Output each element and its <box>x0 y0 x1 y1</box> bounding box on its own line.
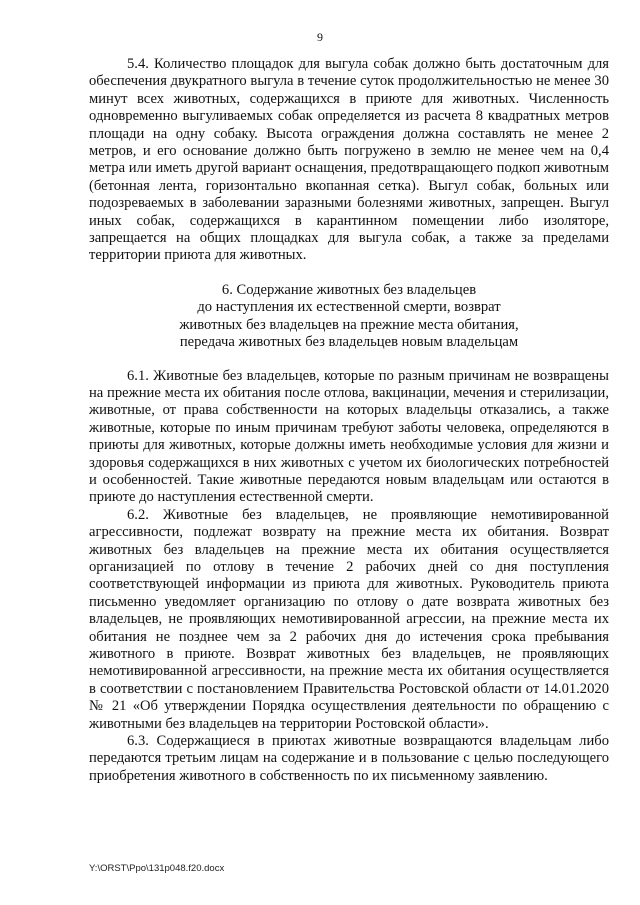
paragraph-6-1: 6.1. Животные без владельцев, которые по разным причинам не возвращены на прежние места их обитания после отлова, вакцинации, мечения и стерилизации, животные, от права собственности на которых владельцы отказались, а также животные, которые по иным причинам требуют заботы человека, определяются в приюты для животных, которые должны иметь необходимые условия для жизни и здоровья содержащихся в них животных с учетом их биологических потребностей и особенностей. Такие животные передаются новым владельцам или остаются в приюте до наступления естественной смерти. <box>89 367 609 506</box>
heading-line: животных без владельцев на прежние места обитания, <box>179 316 519 333</box>
page-number: 9 <box>317 30 323 44</box>
heading-line: до наступления их естественной смерти, возврат <box>197 299 501 316</box>
heading-line: 6. Содержание животных без владельцев <box>221 281 477 298</box>
section-6-heading <box>89 282 609 352</box>
heading-line: передача животных без владельцев новым владельцам <box>179 334 519 351</box>
document-body <box>89 56 609 785</box>
paragraph-6-2: 6.2. Животные без владельцев, не проявляющие немотивированной агрессивности, подлежат возврату на прежние места их обитания. Возврат животных без владельцев на прежние места их обитания осуществляется организацией по отлову в течение 2 рабочих дней со дня поступления соответствующей информации из приюта для животных. Руководитель приюта письменно уведомляет организацию по отлову о дате возврата животных без владельцев, не проявляющих немотивированной агрессии, на прежние места их обитания не позднее чем за 2 рабочих дня до истечения срока пребывания животного в приюте. Возврат животных без владельцев, не проявляющих немотивированной агрессивности, на прежние места их обитания осуществляется в соответствии с постановлением Правительства Ростовской области от 14.01.2020 № 21 «Об утверждении Порядка осуществления деятельности по обращению с животными без владельцев на территории Ростовской области». <box>89 506 609 732</box>
paragraph-5-4: 5.4. Количество площадок для выгула собак должно быть достаточным для обеспечения двукратного выгула в течение суток продолжительностью не менее 30 минут всех животных, содержащихся в приюте для животных. Численность одновременно выгуливаемых собак определяется из расчета 8 квадратных метров площади на одну собаку. Высота ограждения должна составлять не менее 2 метров, и его основание должно быть погружено в землю не менее чем на 0,4 метра или иметь другой вариант оснащения, предотвращающего подкоп животным (бетонная лента, горизонтально вкопанная сетка). Выгул собак, больных или подозреваемых в заболевании заразными болезнями животных, запрещен. Выгул иных собак, содержащихся в карантинном помещении либо изоляторе, запрещается на общих площадках для выгула собак, а также за пределами территории приюта для животных. <box>89 56 609 264</box>
footer-file-path: Y:\ORST\Ppo\131p048.f20.docx <box>89 863 225 874</box>
paragraph-6-3: 6.3. Содержащиеся в приютах животные возвращаются владельцам либо передаются третьим лицам на содержание и в пользование с целью последующего приобретения животного в собственность по их письменному заявлению. <box>89 733 609 784</box>
